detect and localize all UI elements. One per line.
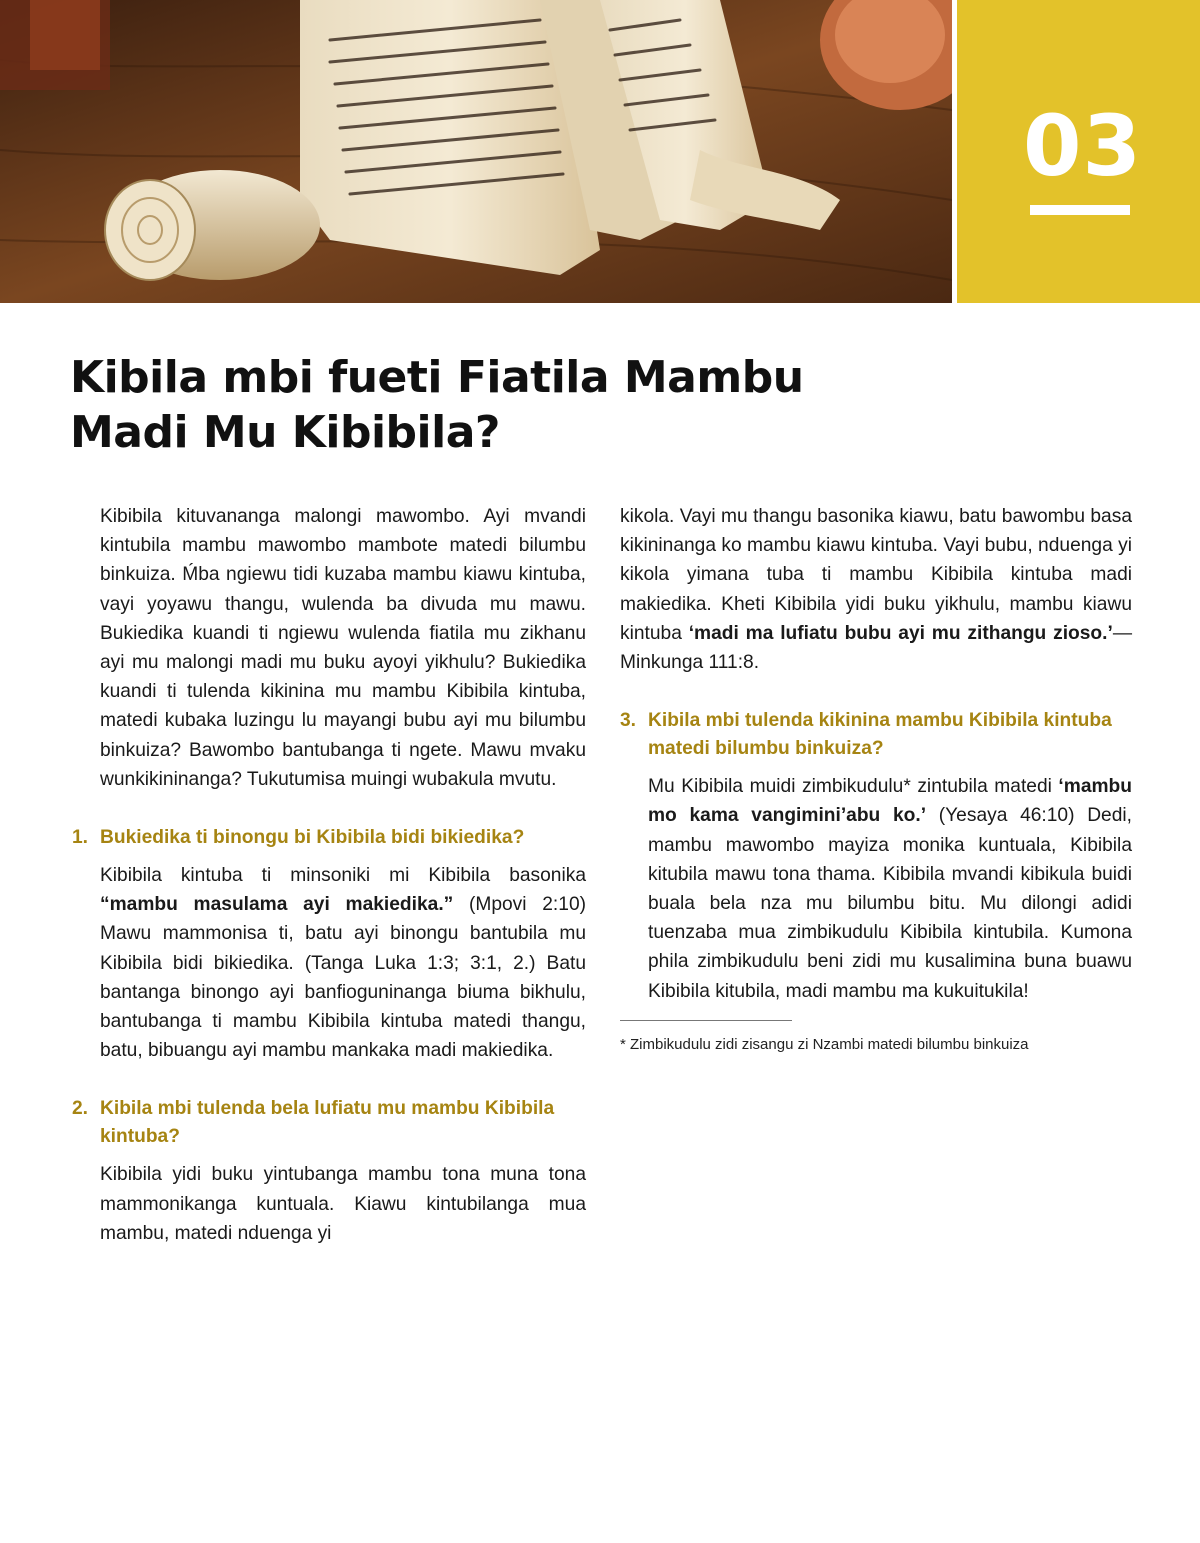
scrolls-illustration — [0, 0, 952, 303]
answer-1-text-b: (Mpovi 2:10) Mawu mammonisa ti, batu ayi binongu bantubila mu Kibibila bidi bikiedika. (Tanga Luka 1:3; 3:1, 2.) Batu bantanga binongo ayi banfioguninanga biuma bikhulu, bantubanga ti mambu Kibibila kintuba matedi thangu, batu, bibuangu ayi mambu mankaka madi makiedika. — [100, 894, 586, 1062]
question-3 — [620, 707, 1132, 763]
answer-3-text-b: (Yesaya 46:10) Dedi, mambu mawombo mayiza monika kuntuala, Kibibila kitubila mawu tona thama. Kibibila mvandi kibikula buidi buala bela nza mu bilumbu bitu. Mu dilongi adidi tuenzaba mua zimbikudulu Kibibila kintubila. Kumona phila zimbikudulu beni zidi mu kusalimina buna buawu Kibibila kitubila, madi mambu ma kukuitukila! — [648, 805, 1132, 1002]
question-1 — [72, 824, 586, 852]
answer-2-text-a: kikola. Vayi mu thangu basonika kiawu, batu bawombu basa kikininanga ko mambu kiawu kintuba. Vayi bubu, nduenga yi kikola yimana tuba ti mambu Kibibila kintuba madi makiedika. Kheti Kibibila yidi buku yikhulu, mambu kiawu kintuba — [620, 506, 1132, 644]
question-1-number: 1. — [72, 827, 89, 849]
title-line-1: Kibila mbi fueti Fiatila Mambu — [70, 352, 804, 403]
page-title — [70, 350, 970, 460]
answer-1-paragraph — [72, 861, 586, 1065]
question-1-text: Bukiedika ti binongu bi Kibibila bidi bikiedika? — [100, 827, 525, 849]
answer-2-paragraph-start: Kibibila yidi buku yintubanga mambu tona muna tona mammonikanga kuntuala. Kiawu kintubilanga mua mambu, matedi nduenga yi — [100, 1164, 586, 1244]
answer-3-paragraph — [620, 772, 1132, 1006]
answer-1-quote: “mambu masulama ayi makiedika.” — [100, 894, 454, 916]
title-line-2: Madi Mu Kibibila? — [70, 407, 500, 458]
answer-2-paragraph-end — [620, 502, 1132, 677]
lesson-number-underline — [1030, 205, 1130, 215]
footnote-divider — [620, 1020, 792, 1021]
answer-2-citation: —Minkunga 111:8. — [620, 622, 1132, 674]
lesson-number-box — [957, 0, 1200, 303]
question-2-number: 2. — [72, 1098, 89, 1120]
question-3-number: 3. — [620, 710, 637, 732]
answer-3-quote: ‘mambu mo kama vangimini’abu ko.’ — [648, 776, 1132, 827]
question-2 — [72, 1095, 586, 1151]
footnote: * Zimbikudulu zidi zisangu zi Nzambi matedi bilumbu binkuiza — [620, 1035, 1029, 1053]
answer-3-text-a: Mu Kibibila muidi zimbikudulu* zintubila matedi — [648, 776, 1059, 798]
left-column — [72, 502, 586, 1248]
lesson-number: 03 — [1023, 97, 1142, 195]
hero-image-scrolls — [0, 0, 952, 303]
question-2-text: Kibila mbi tulenda bela lufiatu mu mambu Kibibila kintuba? — [100, 1098, 555, 1148]
answer-1-text-a: Kibibila kintuba ti minsoniki mi Kibibila basonika — [100, 865, 586, 887]
question-3-text: Kibila mbi tulenda kikinina mambu Kibibila kintuba matedi bilumbu binkuiza? — [648, 710, 1112, 760]
answer-2-quote: ‘madi ma lufiatu bubu ayi mu zithangu zioso.’ — [688, 622, 1113, 644]
intro-paragraph: Kibibila kituvananga malongi mawombo. Ayi mvandi kintubila mambu mawombo mambote matedi bilumbu binkuiza. Ḿba ngiewu tidi kuzaba mambu kiawu kintuba, vayi yoyawu thangu, wulenda ba divuda mu mawu. Bukiedika kuandi ti ngiewu wulenda fiatila mu zikhanu ayi mu malongi madi mu buku ayoyi yikhulu? Bukiedika kuandi ti tulenda kikinina mu mambu Kibibila kintuba, matedi kubaka luzingu lu mayangi bubu ayi mu bilumbu binkuiza? Bawombo bantubanga ti ngete. Mawu mvaku wunkikininanga? Tukutumisa muingi wubakula mvutu. — [100, 506, 586, 790]
right-column — [620, 502, 1132, 1055]
